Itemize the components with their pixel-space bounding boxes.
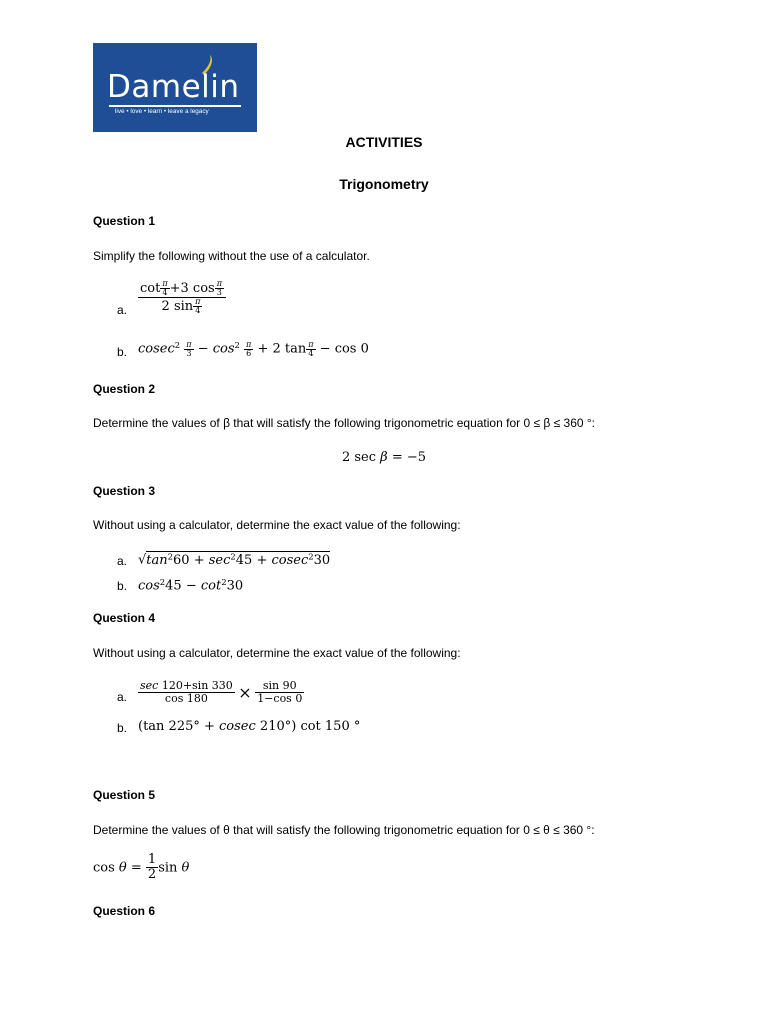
q2-equation: 2 sec β = −5 [341,450,427,465]
q1-item-b-label: b. [117,345,128,359]
q1b-expression: cosec$^2$ $\frac{\pi}{3}$ − $\cos^2$ $\frac{\pi}{6}$ + 2 tan $\frac{\pi}{4}$ − cos 0 [138,339,369,358]
question-2-prompt: Determine the values of β that will satisfy the following trigonometric equation for 0 ≤ β ≤ 360 °: [93,416,596,430]
q1a-expression [138,280,226,315]
question-1-prompt: Simplify the following without the use of a calculator. [93,249,370,263]
logo-tagline: live • love • learn • leave a legacy [115,108,209,115]
logo-wordmark: Damelin [107,69,240,105]
q1a-main-fraction: cot $\frac{\pi}{4}$ +3 cos $\frac{\pi}{3}$ 2 sin $\frac{\pi}{4}$ [138,280,226,315]
q4-item-b-label: b. [117,721,128,735]
q4-item-a-label: a. [117,690,128,704]
question-5-label: Question 5 [93,788,156,802]
logo-divider [109,105,241,107]
q3b-expression: $\cos^245 - \cot^230$ [138,577,244,594]
question-6-label: Question 6 [93,904,156,918]
q3a-expression: $√\tan^260 + \sec^245 + cosec^230$ [138,551,331,568]
q4a-expression: $\frac{\sec 120+\sin 330}{\cos 180}$ × $\frac{\sin 90}{1-\cos 0}$ [140,679,303,706]
question-3-label: Question 3 [93,484,156,498]
question-4-prompt: Without using a calculator, determine the exact value of the following: [93,646,461,660]
question-3-prompt: Without using a calculator, determine the exact value of the following: [93,518,461,532]
question-2-label: Question 2 [93,382,156,396]
page-title: ACTIVITIES [345,134,423,150]
q4b-expression: (tan 225° + cosec 210°) cot 150 ° [138,719,361,734]
q4a-fraction-2: $\frac{\sin 90}{1-\cos 0}$ [257,679,303,706]
question-1-label: Question 1 [93,214,156,228]
question-5-prompt: Determine the values of θ that will satisfy the following trigonometric equation for 0 ≤ θ ≤ 360 °: [93,823,595,837]
q1-item-a-label: a. [117,303,128,317]
question-4-label: Question 4 [93,611,156,625]
damelin-logo [93,43,257,132]
q3-item-b-label: b. [117,579,128,593]
q5-equation: cos θ = $\frac{1}{2}$ sin θ [93,852,190,883]
page-subtitle: Trigonometry [339,176,429,192]
q3-item-a-label: a. [117,554,128,568]
q4a-fraction-1: $\frac{\sec 120+\sin 330}{\cos 180}$ [140,679,233,706]
